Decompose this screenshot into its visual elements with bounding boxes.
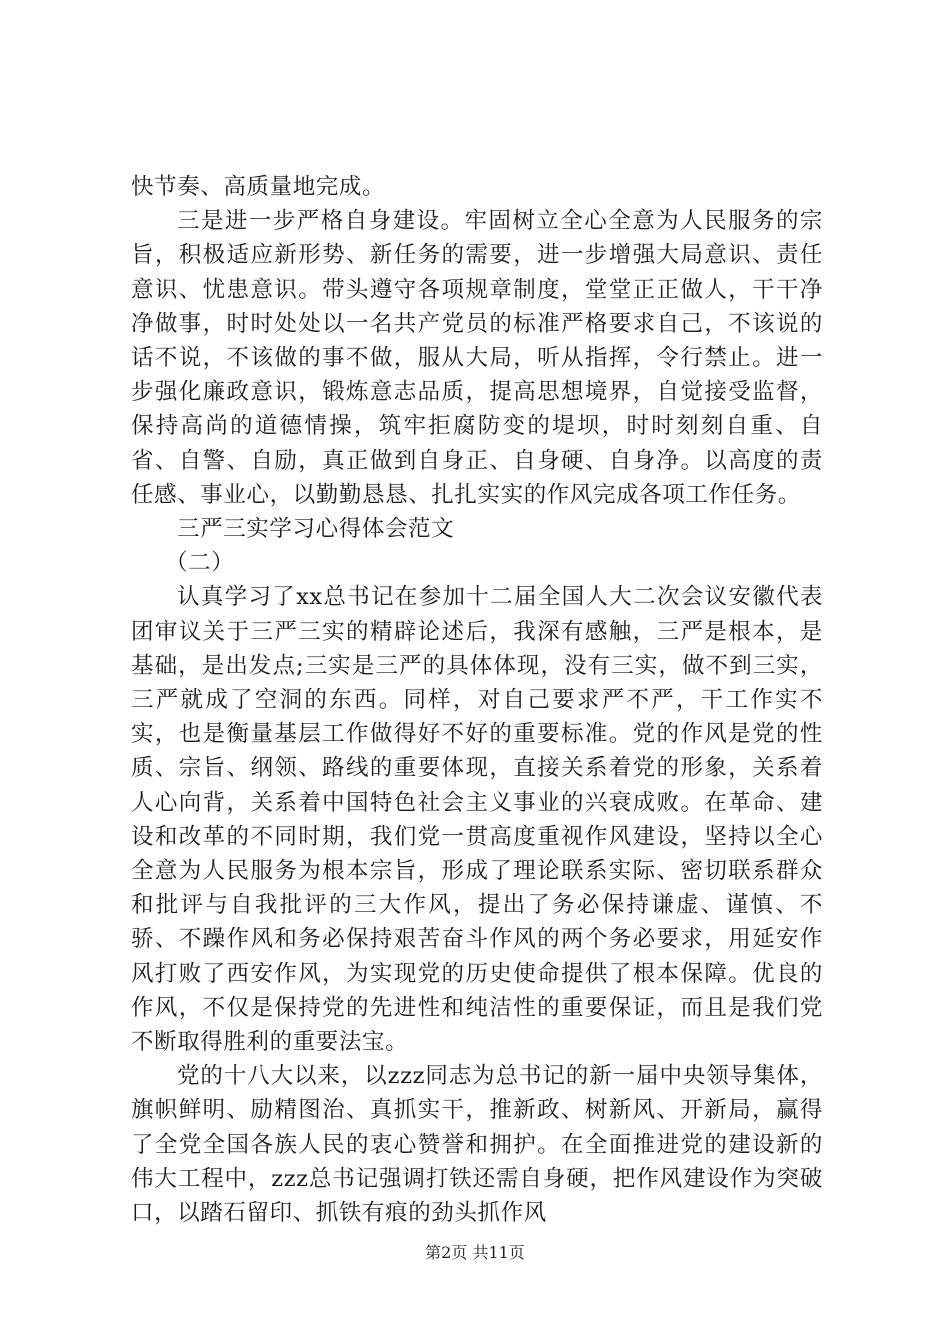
paragraph-since-18th-congress: 党的十八大以来，以zzz同志为总书记的新一届中央领导集体，旗帜鲜明、励精图治、真抓实干，推新政、树新风、开新局，赢得了全党全国各族人民的衷心赞誉和拥护。在全面推进党的建设新的伟大工程中，zzz总书记强调打铁还需自身硬，把作风建设作为突破口，以踏石留印、抓铁有痕的劲头抓作风: [131, 1063, 823, 1227]
paragraph-study-reflection: 认真学习了xx总书记在参加十二届全国人大二次会议安徽代表团审议关于三严三实的精辟论述后，我深有感触，三严是根本，是基础，是出发点;三实是三严的具体体现，没有三实，做不到三实，三严就成了空洞的东西。同样，对自己要求严不严，干工作实不实，也是衡量基层工作做得好不好的重要标准。党的作风是党的性质、宗旨、纲领、路线的重要体现，直接关系着党的形象，关系着人心向背，关系着中国特色社会主义事业的兴衰成败。在革命、建设和改革的不同时期，我们党一贯高度重视作风建设，坚持以全心全意为人民服务为根本宗旨，形成了理论联系实际、密切联系群众和批评与自我批评的三大作风，提出了务必保持谦虚、谨慎、不骄、不躁作风和务必保持艰苦奋斗作风的两个务必要求，用延安作风打败了西安作风，为实现党的历史使命提供了根本保障。优良的作风，不仅是保持党的先进性和纯洁性的重要保证，而且是我们党不断取得胜利的重要法宝。: [131, 584, 823, 1056]
page-number-footer: 第2页 共11页: [425, 1243, 525, 1262]
section-title: 三严三实学习心得体会范文: [177, 516, 455, 543]
paragraph-self-building: 三是进一步严格自身建设。牢固树立全心全意为人民服务的宗旨，积极适应新形势、新任务的需要，进一步增强大局意识、责任意识、忧患意识。带头遵守各项规章制度，堂堂正正做人，干干净净做事，时时处处以一名共产党员的标准严格要求自己，不该说的话不说，不该做的事不做，服从大局，听从指挥，令行禁止。进一步强化廉政意识，锻炼意志品质，提高思想境界，自觉接受监督，保持高尚的道德情操，筑牢拒腐防变的堤坝，时时刻刻自重、自省、自警、自励，真正做到自身正、自身硬、自身净。以高度的责任感、事业心，以勤勤恳恳、扎扎实实的作风完成各项工作任务。: [131, 208, 823, 508]
paragraph-continuation: 快节奏、高质量地完成。: [131, 174, 386, 200]
document-body: [131, 170, 823, 1230]
section-number: （二）: [165, 550, 235, 577]
